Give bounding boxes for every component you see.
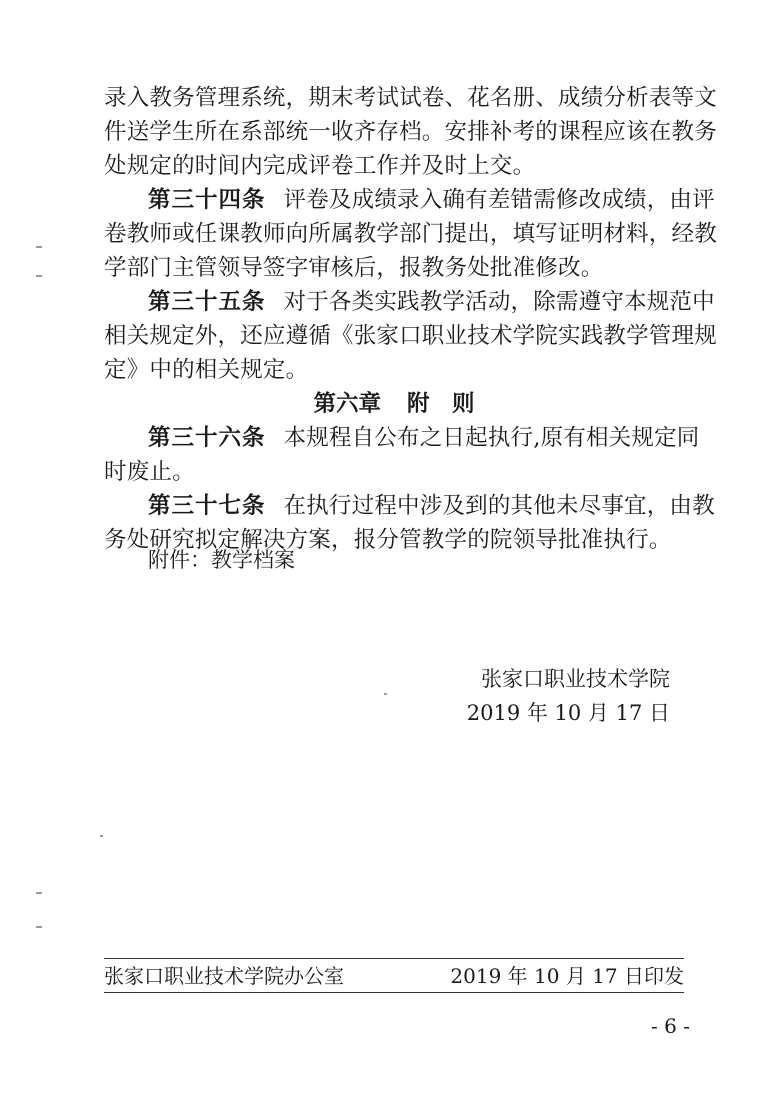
attachment-note: 附件：教学档案 xyxy=(148,548,295,572)
article-label: 第三十六条 xyxy=(148,425,266,451)
body-line: 务处研究拟定解决方案，报分管教学的院领导批准执行。 xyxy=(104,527,672,553)
body-text: 对于各类实践教学活动，除需遵守本规范中 xyxy=(283,289,715,315)
body-line: 处规定的时间内完成评卷工作并及时上交。 xyxy=(104,153,536,179)
scan-speck xyxy=(36,246,42,248)
article-label: 第三十五条 xyxy=(148,289,266,315)
article-label: 第三十四条 xyxy=(148,187,266,213)
body-line: 学部门主管领导签字审核后，报教务处批准修改。 xyxy=(104,255,604,281)
article-label: 第三十七条 xyxy=(148,493,266,519)
article-36-first-line xyxy=(148,423,700,453)
footer-bottom-rule xyxy=(104,992,684,993)
chapter-title: 附 则 xyxy=(407,391,475,417)
body-text: 评卷及成绩录入确有差错需修改成绩，由评 xyxy=(283,187,715,213)
body-line: 相关规定外，还应遵循《张家口职业技术学院实践教学管理规 xyxy=(104,323,717,349)
scan-speck xyxy=(36,892,42,894)
scan-speck xyxy=(36,926,42,928)
body-line: 录入教务管理系统，期末考试试卷、花名册、成绩分析表等文 xyxy=(104,85,717,111)
chapter-heading xyxy=(104,389,684,419)
footer-top-rule xyxy=(104,958,684,959)
scan-speck xyxy=(384,693,387,695)
signature-date: 2019 年 10 月 17 日 xyxy=(466,701,670,725)
footer-issuer: 张家口职业技术学院办公室 xyxy=(104,964,344,988)
body-text: 在执行过程中涉及到的其他未尽事宜，由教 xyxy=(283,493,715,519)
scan-speck xyxy=(100,835,103,837)
body-text: 本规程自公布之日起执行,原有相关规定同 xyxy=(283,425,700,451)
body-line: 定》中的相关规定。 xyxy=(104,357,309,383)
signature-org: 张家口职业技术学院 xyxy=(481,667,670,691)
body-line: 件送学生所在系部统一收齐存档。安排补考的课程应该在教务 xyxy=(104,119,717,145)
scan-speck xyxy=(36,275,42,277)
chapter-number: 第六章 xyxy=(313,391,381,417)
article-34-first-line xyxy=(148,185,715,215)
article-35-first-line xyxy=(148,287,715,317)
body-line: 时废止。 xyxy=(104,459,195,485)
body-line: 卷教师或任课教师向所属教学部门提出，填写证明材料，经教 xyxy=(104,221,717,247)
footer-issue-date: 2019 年 10 月 17 日印发 xyxy=(450,964,684,988)
page-number: - 6 - xyxy=(651,1014,690,1038)
article-37-first-line xyxy=(148,491,715,521)
